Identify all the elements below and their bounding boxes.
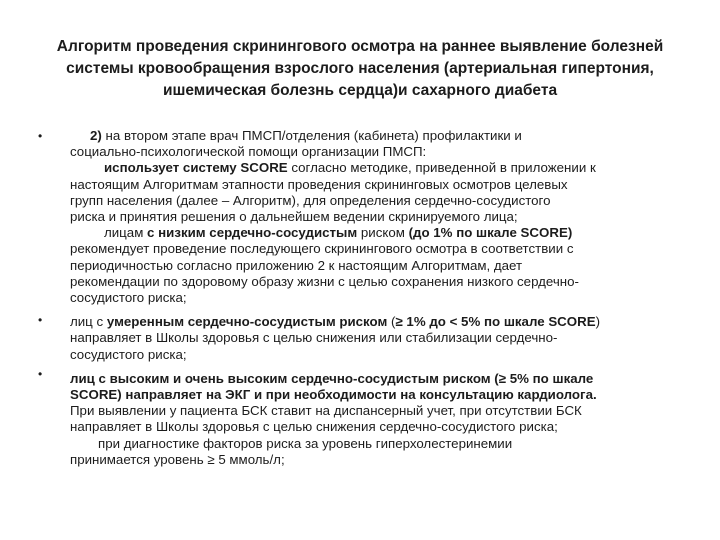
paragraph-3-line-2: SCORE) направляет на ЭКГ и при необходимости на консультацию кардиолога. [70,387,597,403]
paragraph-1-line-6: риска и принятия решения о дальнейшем ведении скринируемого лица; [70,209,518,225]
paragraph-3-line-4: направляет в Школы здоровья с целью снижения сердечно-сосудистого риска; [70,419,558,435]
slide-title [40,36,680,102]
paragraph-1-line-4: настоящим Алгоритмам этапности проведения скрининговых осмотров целевых [70,176,568,192]
paragraph-1-line-5: групп населения (далее – Алгоритм), для определения сердечно-сосудистого [70,192,551,208]
paragraph-2-line-3: сосудистого риска; [70,346,187,362]
slide-body [70,128,690,468]
bullet-2: • [38,313,43,327]
bullet-1: • [38,129,43,143]
paragraph-1-line-2: социально-психологической помощи организации ПМСП: [70,144,427,160]
paragraph-1-line-11: сосудистого риска; [70,290,187,306]
paragraph-3-line-5: при диагностике факторов риска за уровень гиперхолестеринемии [98,435,513,451]
paragraph-1-line-9: периодичностью согласно приложению 2 к настоящим Алгоритмам, дает [70,257,523,273]
paragraph-1-line-7: лицам с низким сердечно-сосудистым риском (до 1% по шкале SCORE) [104,225,573,241]
title-line-3: ишемическая болезнь сердца)и сахарного диабета [162,82,558,99]
paragraph-1-line-10: рекомендации по здоровому образу жизни с целью сохранения низкого сердечно- [70,273,579,289]
title-line-2: системы кровообращения взрослого населения (артериальная гипертония, [66,60,654,77]
paragraph-1-line-1: 2) на втором этапе врач ПМСП/отделения (кабинета) профилактики и [90,128,522,143]
paragraph-2-line-1: лиц с умеренным сердечно-сосудистым риском (≥ 1% до < 5% по шкале SCORE) [70,314,601,330]
paragraph-3-line-1: лиц с высоким и очень высоким сердечно-сосудистым риском (≥ 5% по шкале [70,370,594,386]
paragraph-2-line-2: направляет в Школы здоровья с целью снижения или стабилизации сердечно- [70,330,558,346]
bullet-3: • [38,367,43,381]
title-line-1: Алгоритм проведения скринингового осмотра на раннее выявление болезней [56,38,664,55]
paragraph-1-line-3: использует систему SCORE согласно методике, приведенной в приложении к [104,160,596,176]
paragraph-1-line-8: рекомендует проведение последующего скринингового осмотра в соответствии с [70,241,574,257]
paragraph-3-line-3: При выявлении у пациента БСК ставит на диспансерный учет, при отсутствии БСК [70,403,582,419]
paragraph-3-line-6: принимается уровень ≥ 5 ммоль/л; [70,451,285,467]
